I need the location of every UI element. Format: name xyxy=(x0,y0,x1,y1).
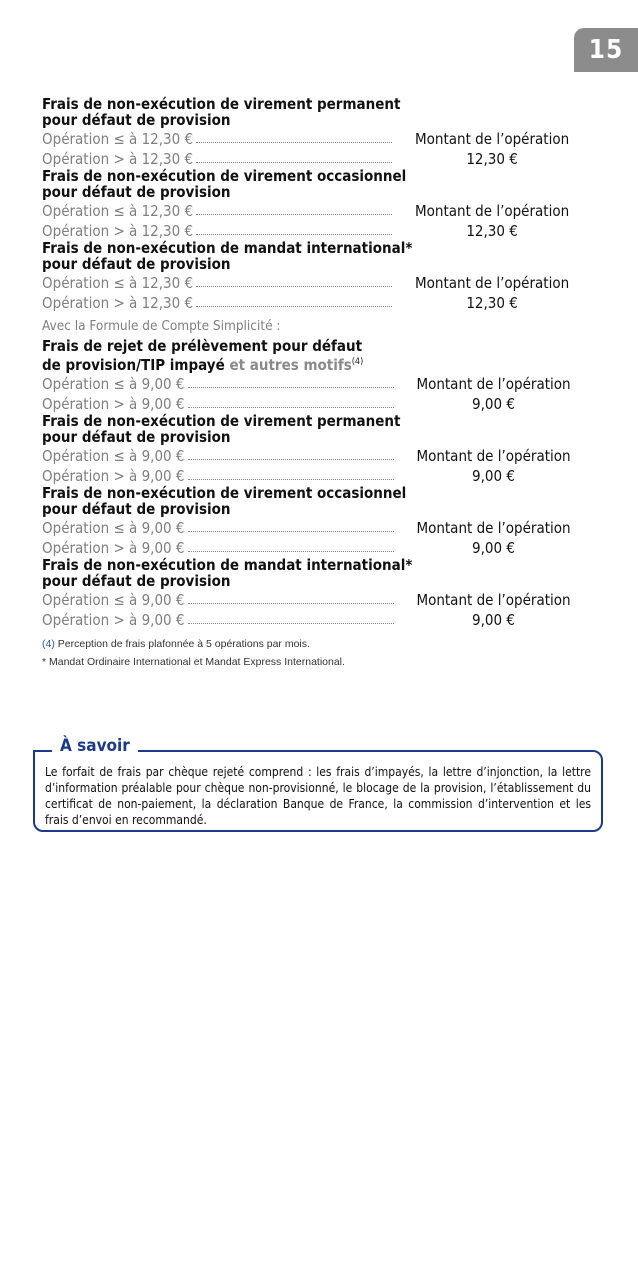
fee-row: Opération ≤ à 9,00 € Montant de l’opération xyxy=(42,447,571,465)
footnote-4: (4) Perception de frais plafonnée à 5 opérations par mois. xyxy=(42,638,310,650)
fee-row: Opération ≤ à 9,00 € Montant de l’opération xyxy=(42,375,571,393)
fee-title: Frais de non-exécution de virement occasionnel pour défaut de provision xyxy=(42,167,407,201)
fee-block xyxy=(42,413,602,485)
info-box-title: À savoir xyxy=(52,736,138,756)
fee-row: Opération > à 12,30 € 12,30 € xyxy=(42,150,518,168)
fee-row: Opération > à 9,00 € 9,00 € xyxy=(42,611,515,629)
page-number: 15 xyxy=(574,28,638,72)
fee-row: Opération > à 9,00 € 9,00 € xyxy=(42,467,515,485)
fee-block xyxy=(42,168,602,240)
fee-row: Opération > à 9,00 € 9,00 € xyxy=(42,539,515,557)
fee-list xyxy=(42,96,602,671)
fee-row: Opération > à 9,00 € 9,00 € xyxy=(42,395,515,413)
fee-row: Opération > à 12,30 € 12,30 € xyxy=(42,294,518,312)
fee-row: Opération ≤ à 12,30 € Montant de l’opération xyxy=(42,274,570,292)
footnotes xyxy=(42,635,602,671)
fee-title: Frais de non-exécution de virement permanent pour défaut de provision xyxy=(42,95,401,129)
fee-row: Opération ≤ à 12,30 € Montant de l’opération xyxy=(42,130,570,148)
footnote-ref: (4) xyxy=(351,357,364,367)
fee-block xyxy=(42,485,602,557)
fee-row: Opération ≤ à 12,30 € Montant de l’opération xyxy=(42,202,570,220)
fee-row: Opération ≤ à 9,00 € Montant de l’opération xyxy=(42,591,571,609)
fee-title: Frais de rejet de prélèvement pour défaut de provision/TIP impayé et autres motifs$^{(4)}$ xyxy=(42,337,364,374)
fee-row: Opération > à 12,30 € 12,30 € xyxy=(42,222,518,240)
fee-block xyxy=(42,557,602,629)
fee-title: Frais de non-exécution de virement permanent pour défaut de provision xyxy=(42,412,401,446)
fee-title: Frais de non-exécution de virement occasionnel pour défaut de provision xyxy=(42,484,407,518)
fee-block xyxy=(42,338,602,413)
formula-subtitle: Avec la Formule de Compte Simplicité : xyxy=(42,318,281,334)
info-box xyxy=(33,750,603,832)
fee-title: Frais de non-exécution de mandat international* pour défaut de provision xyxy=(42,556,413,590)
info-box-text: Le forfait de frais par chèque rejeté comprend : les frais d’impayés, la lettre d’injonction, la lettre d’information préalable pour chèque non-provisionné, le blocage de la provision, l’établissement du certificat de non-paiement, la déclaration Banque de France, la commission d’intervention et les frais d’envoi en recommandé. xyxy=(45,765,591,827)
fee-block xyxy=(42,240,602,312)
footnote-star: * Mandat Ordinaire International et Mandat Express International. xyxy=(42,656,345,668)
fee-title: Frais de non-exécution de mandat international* pour défaut de provision xyxy=(42,239,413,273)
fee-block xyxy=(42,96,602,168)
fee-row: Opération ≤ à 9,00 € Montant de l’opération xyxy=(42,519,571,537)
